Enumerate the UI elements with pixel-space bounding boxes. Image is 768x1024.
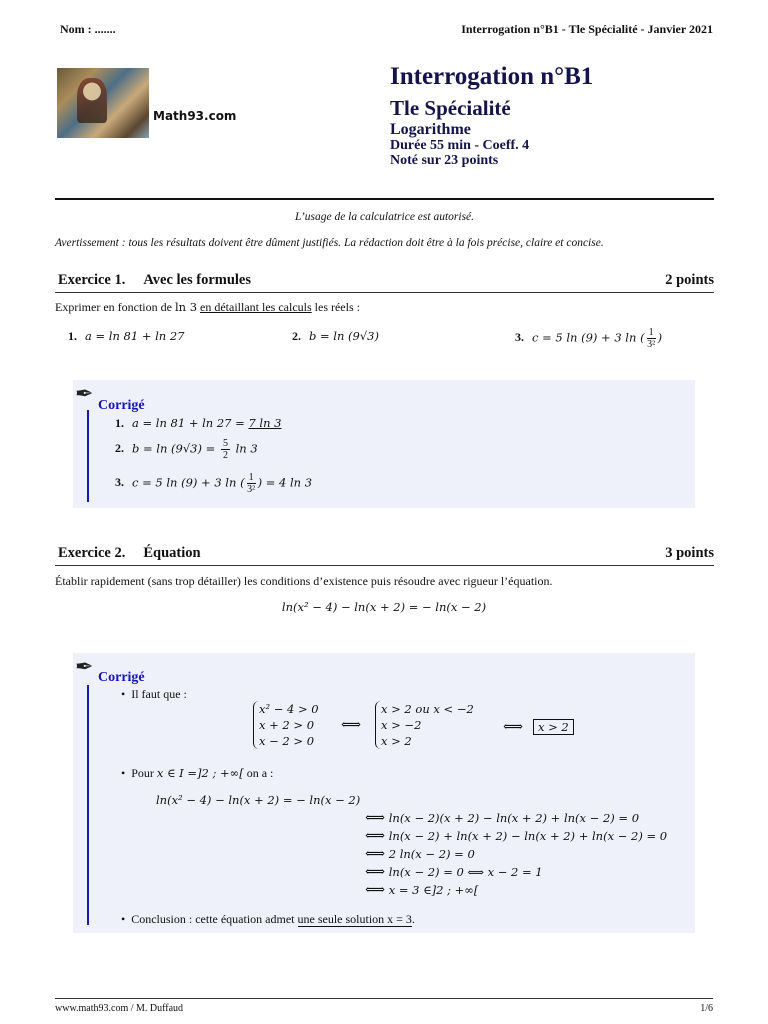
exercise-1-rule: [55, 292, 714, 293]
resolution-step: ⟺ ln(x − 2) + ln(x + 2) − ln(x + 2) + ln(x − 2) = 0: [365, 828, 668, 844]
title-block: [390, 62, 593, 168]
solution-bar: [87, 410, 89, 502]
condition-system-1: x² − 4 > 0 x + 2 > 0 x − 2 > 0: [253, 701, 319, 749]
logo-text: Math93.com: [153, 109, 237, 123]
solution-bullet-1: • Il faut que :: [121, 687, 187, 701]
exercise-1-title: Avec les formules: [143, 272, 252, 288]
exercise-1-header: [58, 272, 714, 289]
exercise-1-points: 2 points: [665, 272, 714, 288]
exercise-2-title: Équation: [143, 545, 201, 561]
exercise-1-number: Exercice 1.: [58, 272, 126, 288]
site-logo: [57, 68, 237, 138]
solution-title: Corrigé: [98, 398, 145, 413]
document-points: Noté sur 23 points: [390, 153, 499, 168]
document-title: Interrogation n°B1: [390, 63, 594, 90]
exercise-1-item-1: 1. a = ln 81 + ln 27: [68, 329, 185, 343]
exercise-2-rule: [55, 565, 714, 566]
resolution-step: ⟺ ln(x − 2)(x + 2) − ln(x + 2) + ln(x − 2) = 0: [365, 810, 640, 826]
calculator-note: L’usage de la calculatrice est autorisé.: [294, 211, 475, 223]
equivalence-arrow: ⟺: [503, 719, 524, 735]
page-header: [60, 22, 713, 37]
title-divider: [55, 198, 714, 200]
exercise-2-prompt: Établir rapidement (sans trop détailler) les conditions d’existence puis résoudre avec rigueur l’équation.: [55, 574, 553, 588]
equation-start: ln(x² − 4) − ln(x + 2) = − ln(x − 2): [156, 793, 361, 807]
domain-result: x > 2: [533, 719, 574, 735]
resolution-step: ⟺ x = 3 ∈]2 ; +∞[: [365, 882, 479, 898]
exercise-2-equation: ln(x² − 4) − ln(x + 2) = − ln(x − 2): [281, 600, 487, 614]
header-title: Interrogation n°B1 - Tle Spécialité - Janvier 2021: [461, 22, 713, 36]
exercise-1-item-3: 3. c = 5 ln (9) + 3 ln ( $\frac{1}{\text{3²}}$ ): [515, 327, 663, 350]
document-subject: Logarithme: [390, 121, 471, 138]
exercise-1-prompt: Exprimer en fonction de ln 3 en détaillant les calculs les réels :: [55, 300, 360, 314]
resolution-step: ⟺ ln(x − 2) = 0 ⟺ x − 2 = 1: [365, 864, 543, 880]
logo-painting-image: [57, 68, 149, 138]
solution-bullet-2: • Pour x ∈ I =]2 ; +∞[ on a :: [121, 766, 274, 780]
exercise-1-solution-box: [73, 380, 695, 508]
emphasis-underline: en détaillant les calculs: [200, 300, 312, 314]
name-field-label: Nom : .......: [60, 22, 116, 36]
equivalence-arrow: ⟺: [341, 717, 362, 733]
solution-1: 1. a = ln 81 + ln 27 = 7 ln 3: [115, 416, 282, 430]
condition-system-2: x > 2 ou x < −2 x > −2 x > 2: [375, 701, 474, 749]
quill-icon: ✒: [75, 655, 94, 680]
warning-note: Avertissement : tous les résultats doivent être dûment justifiés. La rédaction doit être à la fois précise, claire et concise.: [55, 237, 604, 249]
page-footer: [55, 1003, 713, 1014]
document-level: Tle Spécialité: [390, 96, 511, 120]
exercise-2-points: 3 points: [665, 545, 714, 561]
exercise-2-solution-box: [73, 653, 695, 933]
solution-bar: [87, 685, 89, 925]
exercise-1-item-2: 2. b = ln (9√3): [292, 329, 379, 343]
solution-conclusion: • Conclusion : cette équation admet une seule solution x = 3.: [121, 912, 415, 926]
footer-rule: [55, 998, 713, 999]
solution-3: 3. c = 5 ln (9) + 3 ln ( $\frac{1}{\text{3²}}$ ) = 4 ln 3: [115, 472, 313, 495]
document-duration: Durée 55 min - Coeff. 4: [390, 138, 530, 153]
footer-author: www.math93.com / M. Duffaud: [55, 1003, 184, 1014]
exercise-2-header: [58, 545, 714, 562]
page-number: 1/6: [700, 1003, 713, 1014]
exercise-2-number: Exercice 2.: [58, 545, 126, 561]
quill-icon: ✒: [75, 382, 94, 407]
resolution-step: ⟺ 2 ln(x − 2) = 0: [365, 846, 475, 862]
solution-2: 2. b = ln (9√3) = $\frac{5}{2}$ ln 3: [115, 438, 258, 461]
solution-title: Corrigé: [98, 670, 145, 685]
